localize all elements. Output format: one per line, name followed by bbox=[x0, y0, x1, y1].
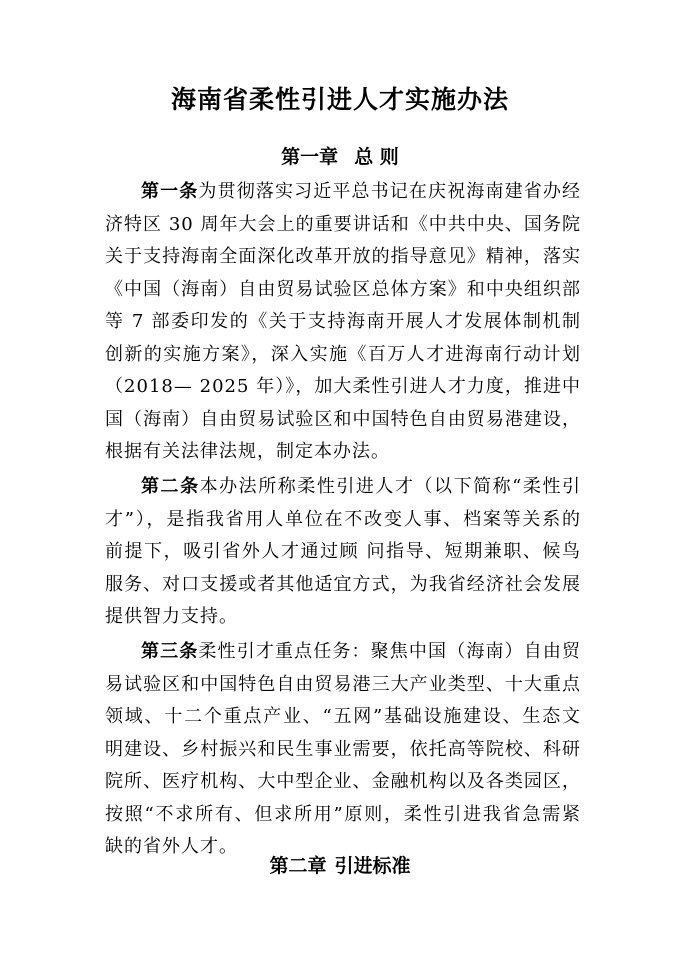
chapter-number: 第二章 bbox=[269, 855, 327, 877]
document-title: 海南省柔性引进人才实施办法 bbox=[170, 85, 509, 114]
article-paragraph bbox=[105, 176, 581, 469]
article-3 bbox=[105, 636, 581, 864]
chapter-number: 第一章 bbox=[281, 146, 339, 168]
article-2 bbox=[105, 471, 581, 634]
article-1 bbox=[105, 176, 581, 469]
article-paragraph bbox=[105, 471, 581, 634]
article-text: 为贯彻落实习近平总书记在庆祝海南建省办经济特区 30 周年大会上的重要讲话和《中共中央、国务院关于支持海南全面深化改革开放的指导意见》精神，落实《中国（海南）自由贸易试验区总体方案》和中央组织部等 7 部委印发的《关于支持海南开展人才发展体制机制创新的实施方案》，深入实施《百万人才进海南行动计划（2018— 2025 年）》，加大柔性引进人才力度，推进中国（海南）自由贸易试验区和中国特色自由贸易港建设，根据有关法律法规，制定本办法。 bbox=[105, 181, 582, 462]
chapter-heading-1 bbox=[0, 143, 680, 171]
chapter-heading-2 bbox=[0, 852, 680, 880]
article-text: 柔性引才重点任务：聚焦中国（海南）自由贸易试验区和中国特色自由贸易港三大产业类型、十大重点领域、十二个重点产业、“五网”基础设施建设、生态文明建设、乡村振兴和民生事业需要，依托高等院校、科研院所、医疗机构、大中型企业、金融机构以及各类园区，按照“不求所有、但求所用”原则，柔性引进我省急需紧缺的省外人才。 bbox=[105, 641, 582, 857]
article-text: 本办法所称柔性引进人才（以下简称“柔性引才”），是指我省用人单位在不改变人事、档案等关系的前提下，吸引省外人才通过顾 问指导、短期兼职、候鸟服务、对口支援或者其他适宜方式，为我省经济社会发展提供智力支持。 bbox=[105, 476, 581, 627]
chapter-name: 引进标准 bbox=[334, 855, 411, 877]
article-lead: 第三条 bbox=[141, 641, 199, 662]
article-paragraph bbox=[105, 636, 581, 864]
chapter-name: 总 则 bbox=[354, 146, 399, 168]
article-lead: 第一条 bbox=[141, 181, 199, 202]
article-lead: 第二条 bbox=[141, 476, 200, 497]
